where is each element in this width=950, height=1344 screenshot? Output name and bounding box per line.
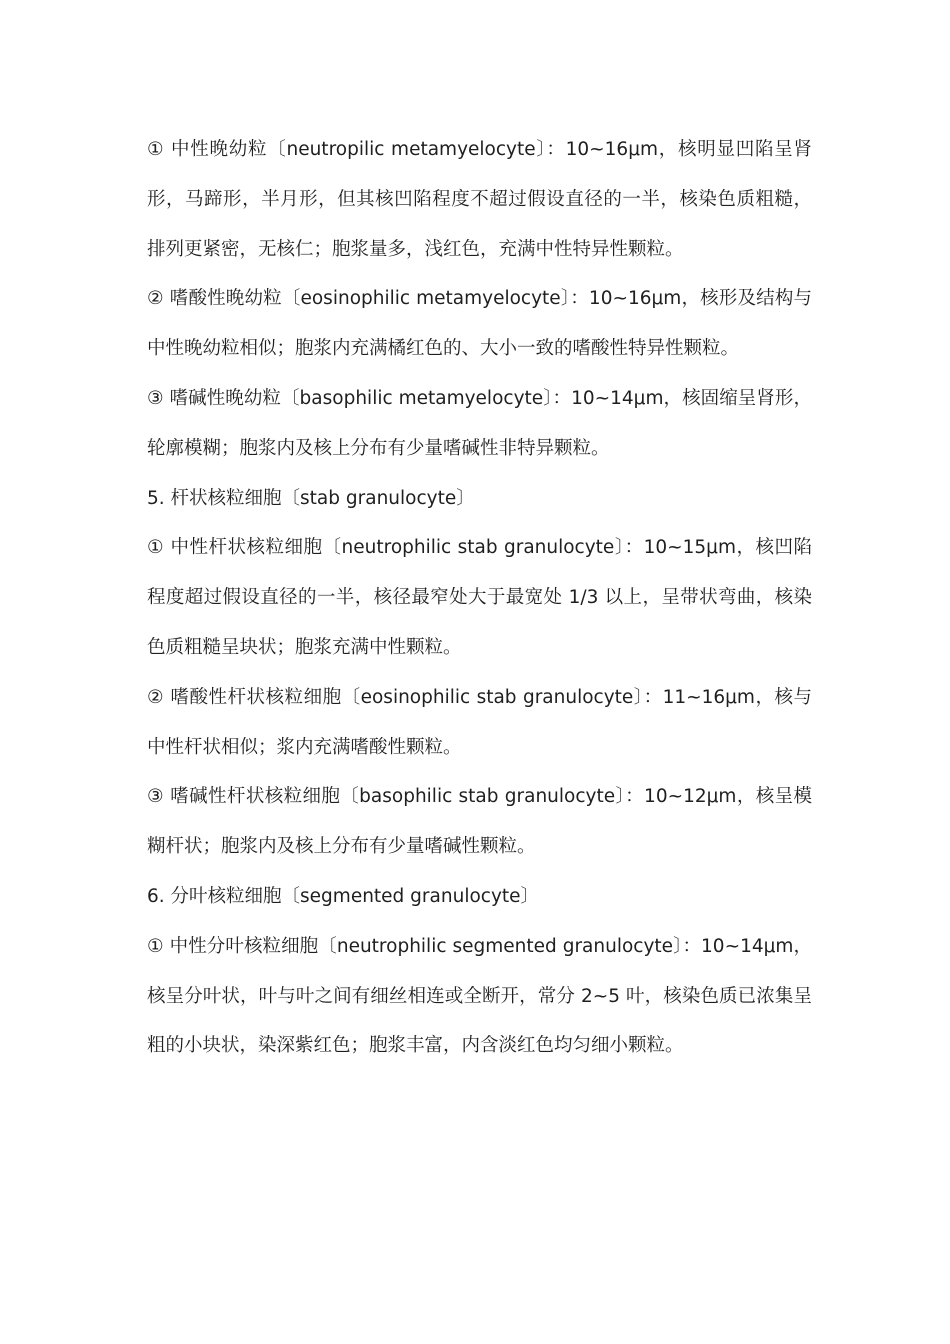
document-body: [147, 125, 812, 1071]
paragraph-neutrophilic-metamyelocyte: ① 中性晚幼粒〔neutropilic metamyelocyte〕：10~16μm，核明显凹陷呈肾形，马蹄形，半月形，但其核凹陷程度不超过假设直径的一半，核染色质粗糙，排列更紧密，无核仁；胞浆量多，浅红色，充满中性特异性颗粒。: [147, 139, 812, 260]
paragraph-neutrophilic-stab: ① 中性杆状核粒细胞〔neutrophilic stab granulocyte〕：10~15μm，核凹陷程度超过假设直径的一半，核径最窄处大于最宽处 1/3 以上，呈带状弯曲，核染色质粗糙呈块状；胞浆充满中性颗粒。: [147, 537, 812, 658]
paragraph-eosinophilic-stab: ② 嗜酸性杆状核粒细胞〔eosinophilic stab granulocyte〕：11~16μm，核与中性杆状相似；浆内充满嗜酸性颗粒。: [147, 686, 812, 758]
paragraph-neutrophilic-segmented: ① 中性分叶核粒细胞〔neutrophilic segmented granulocyte〕：10~14μm，核呈分叶状，叶与叶之间有细丝相连或全断开，常分 2~5 叶，核染色质已浓集呈粗的小块状，染深紫红色；胞浆丰富，内含淡红色均匀细小颗粒。: [147, 935, 812, 1057]
paragraph-basophilic-metamyelocyte: ③ 嗜碱性晚幼粒〔basophilic metamyelocyte〕：10~14μm，核固缩呈肾形，轮廓模糊；胞浆内及核上分布有少量嗜碱性非特异颗粒。: [147, 387, 812, 459]
paragraph-basophilic-stab: ③ 嗜碱性杆状核粒细胞〔basophilic stab granulocyte〕：10~12μm，核呈模糊杆状；胞浆内及核上分布有少量嗜碱性颗粒。: [147, 786, 812, 858]
paragraph-eosinophilic-metamyelocyte: ② 嗜酸性晚幼粒〔eosinophilic metamyelocyte〕：10~16μm，核形及结构与中性晚幼粒相似；胞浆内充满橘红色的、大小一致的嗜酸性特异性颗粒。: [147, 288, 812, 360]
section-heading-segmented-granulocyte: 6. 分叶核粒细胞〔segmented granulocyte〕: [147, 885, 540, 907]
section-heading-stab-granulocyte: 5. 杆状核粒细胞〔stab granulocyte〕: [147, 487, 475, 509]
